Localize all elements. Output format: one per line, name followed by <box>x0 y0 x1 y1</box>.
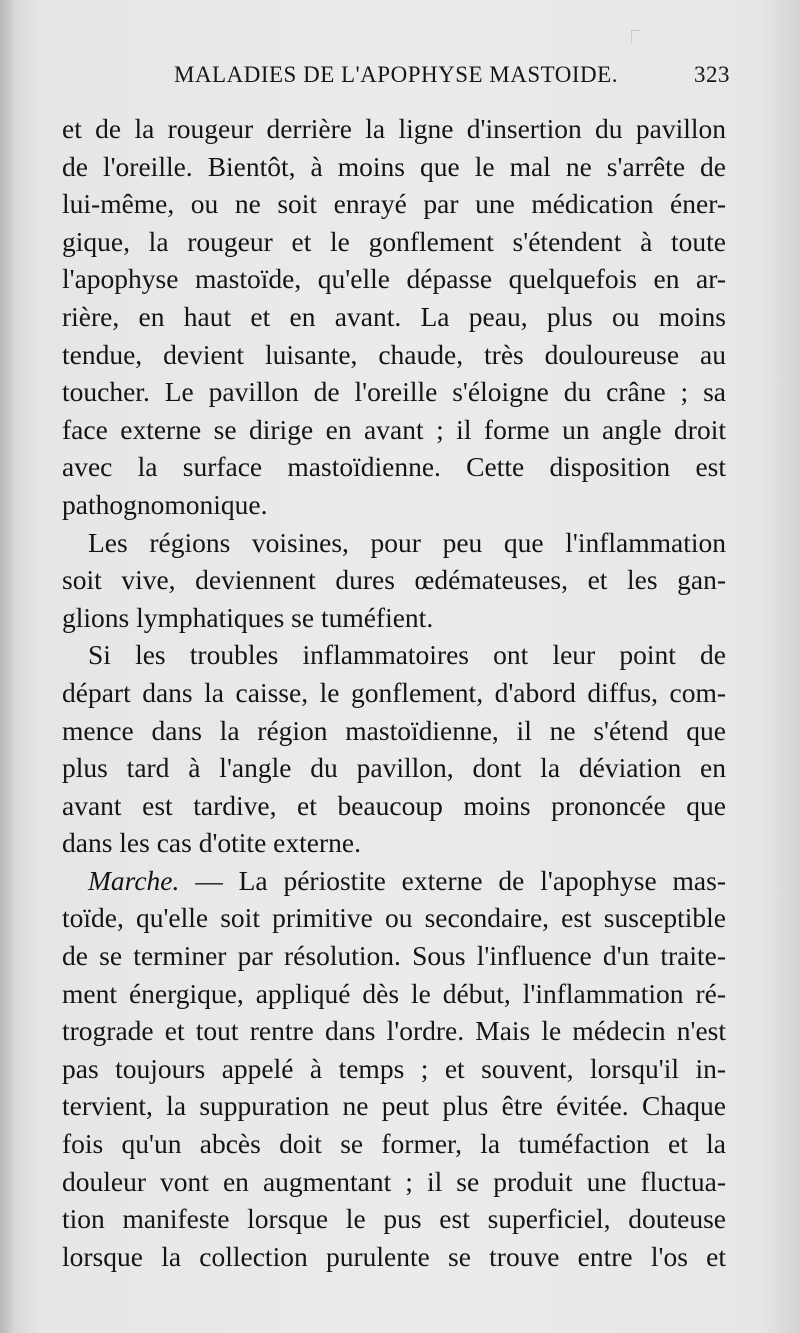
text-line: douleur vont en augmentant ; il se produit une fluctua- <box>62 1165 726 1197</box>
text-line: soit vive, deviennent dures œdémateuses, et les gan- <box>62 564 726 596</box>
text-line: ment énergique, appliqué dès le début, l'inflammation ré- <box>62 977 726 1009</box>
text-line: face externe se dirige en avant ; il forme un angle droit <box>62 413 726 445</box>
text-line: l'apophyse mastoïde, qu'elle dépasse quelquefois en ar- <box>62 263 726 295</box>
text-line: et de la rougeur derrière la ligne d'insertion du pavillon <box>62 113 726 144</box>
text-line: trograde et tout rentre dans l'ordre. Mais le médecin n'est <box>62 1015 726 1047</box>
body-text <box>62 110 726 1275</box>
text-line: de l'oreille. Bientôt, à moins que le mal ne s'arrête de <box>62 150 726 182</box>
text-line: tendue, devient luisante, chaude, très douloureuse au <box>62 338 726 370</box>
text-line: fois qu'un abcès doit se former, la tuméfaction et la <box>62 1128 726 1160</box>
text-line: gique, la rougeur et le gonflement s'étendent à toute <box>62 225 726 257</box>
running-title: MALADIES DE L'APOPHYSE MASTOIDE. <box>174 62 618 87</box>
text-line: avec la surface mastoïdienne. Cette disposition est <box>62 451 726 483</box>
paragraph-start-line: Si les troubles inflammatoires ont leur point de <box>88 639 726 671</box>
text-line: glions lymphatiques se tuméfient. <box>62 601 434 633</box>
text-line: pas toujours appelé à temps ; et souvent, lorsqu'il in- <box>62 1052 726 1084</box>
text-run: — La périostite externe de l'apophyse mas- <box>179 864 726 896</box>
text-line: lorsque la collection purulente se trouve entre l'os et <box>62 1240 726 1272</box>
running-head <box>62 62 730 102</box>
paragraph-start-line: Les régions voisines, pour peu que l'inflammation <box>88 526 726 558</box>
page-number: 323 <box>694 62 730 87</box>
text-line: avant est tardive, et beaucoup moins prononcée que <box>62 789 726 821</box>
text-line: lui-même, ou ne soit enrayé par une médication éner- <box>62 188 726 220</box>
paragraph-start-line <box>62 862 726 900</box>
text-line: toïde, qu'elle soit primitive ou secondaire, est susceptible <box>62 902 726 934</box>
text-line: dans les cas d'otite externe. <box>62 827 361 859</box>
text-line: départ dans la caisse, le gonflement, d'abord diffus, com- <box>62 676 726 708</box>
text-line: tion manifeste lorsque le pus est superficiel, douteuse <box>62 1203 726 1235</box>
text-line: toucher. Le pavillon de l'oreille s'éloigne du crâne ; sa <box>62 376 726 408</box>
text-line: pathognomonique. <box>62 488 268 520</box>
scan-artifact <box>631 30 640 43</box>
section-heading-italic: Marche. <box>88 864 180 896</box>
text-line: tervient, la suppuration ne peut plus être évitée. Chaque <box>62 1090 726 1122</box>
text-line: plus tard à l'angle du pavillon, dont la déviation en <box>62 752 726 784</box>
text-line: rière, en haut et en avant. La peau, plus ou moins <box>62 300 726 332</box>
text-line: mence dans la région mastoïdienne, il ne s'étend que <box>62 714 726 746</box>
text-line: de se terminer par résolution. Sous l'influence d'un traite- <box>62 940 726 972</box>
